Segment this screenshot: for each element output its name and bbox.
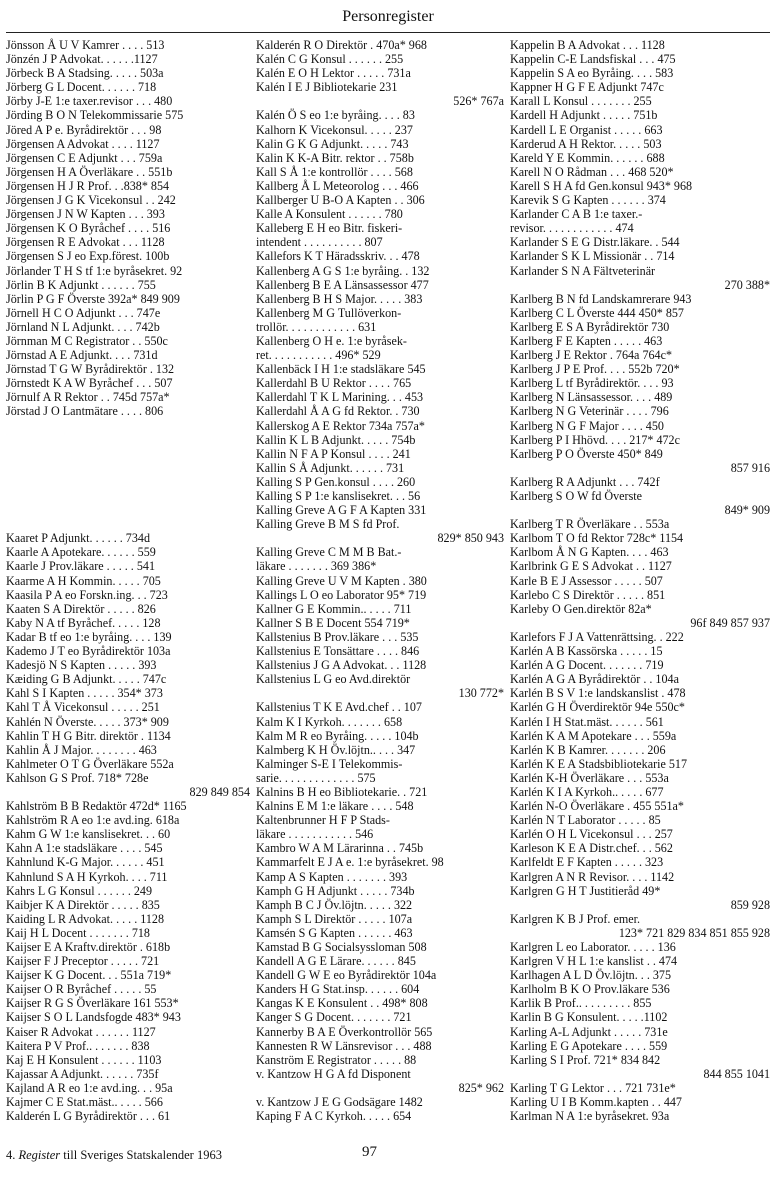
- register-entry: Kalmberg K H Öv.löjtn.. . . . 347: [256, 742, 416, 757]
- register-entry: Kallenberg O H e. 1:e byråsek-: [256, 333, 407, 348]
- register-entry: Karlén K-H Överläkare . . . 553a: [510, 770, 669, 785]
- register-entry: Kalén I E J Bibliotekarie 231: [256, 80, 398, 95]
- register-entry: Kalminger S-E I Telekommis-: [256, 756, 403, 771]
- column-gap: [6, 475, 250, 489]
- register-entry: Kalnins E M 1:e läkare . . . . 548: [256, 799, 414, 814]
- register-entry: Kalnins B H eo Bibliotekarie. . 721: [256, 784, 428, 799]
- register-entry: Kanger S G Docent. . . . . . . 721: [256, 1010, 412, 1025]
- register-entry: Karling E G Apotekare . . . . 559: [510, 1038, 668, 1053]
- register-entry: Kaiser R Advokat . . . . . . 1127: [6, 1024, 156, 1039]
- register-entry: Karlik B Prof.. . . . . . . . . 855: [510, 996, 652, 1011]
- register-entry: Kambro W A M Lärarinna . . 745b: [256, 841, 424, 856]
- register-entry: Karlander C A B 1:e taxer.-: [510, 207, 643, 222]
- register-entry: Kanders H G Stat.insp. . . . . . 604: [256, 982, 420, 997]
- page-title: Personregister: [342, 8, 434, 25]
- register-entry: Karlefors F J A Vattenrättsing. . 222: [510, 629, 684, 644]
- register-entry: Kahnlund K-G Major. . . . . . 451: [6, 855, 165, 870]
- register-entry: Kalhorn K Vicekonsul. . . . . 237: [256, 122, 413, 137]
- register-entry: Kallenberg A G S 1:e byråing. . 132: [256, 263, 430, 278]
- register-entry: Kalm M R eo Byråing. . . . . 104b: [256, 728, 419, 743]
- register-entry: Kadar B tf eo 1:e byråing. . . . 139: [6, 629, 172, 644]
- register-entry: Kahlmeter O T G Överläkare 552a: [6, 756, 174, 771]
- register-entry: Kaping F A C Kyrkoh. . . . . 654: [256, 1109, 412, 1124]
- footer-italic-word: Register: [18, 1148, 61, 1162]
- register-entry: Karlén I H Stat.mäst. . . . . . 561: [510, 714, 664, 729]
- register-entry: Karlberg P I Hhövd. . . . 217* 472c: [510, 432, 680, 447]
- register-entry: Karlén K B Kamrer. . . . . . . 206: [510, 742, 666, 757]
- register-entry: Jörlin P G F Överste 392a* 849 909: [6, 291, 180, 306]
- register-entry: Karlberg E S A Byrådirektör 730: [510, 319, 670, 334]
- register-entry: Jörgensen R E Advokat . . . 1128: [6, 235, 165, 250]
- register-entry-continuation: 130 772*: [458, 686, 504, 701]
- register-entry: Kajmer C E Stat.mäst.. . . . . 566: [6, 1095, 163, 1110]
- register-entry-continuation: 96f 849 857 937: [690, 615, 770, 630]
- register-entry: Karlén K E A Stadsbibliotekarie 517: [510, 756, 688, 771]
- register-entry: Kalén E O H Lektor . . . . . 731a: [256, 66, 411, 81]
- register-column-3: [510, 38, 770, 1123]
- register-entry: Karlén A G A Byrådirektör . . 104a: [510, 672, 679, 687]
- register-entry: Kaarle A Apotekare. . . . . . 559: [6, 545, 156, 560]
- register-entry: Kalling Greve B M S fd Prof.: [256, 517, 400, 532]
- register-entry: Kallenberg M G Tullöverkon-: [256, 305, 402, 320]
- register-entry-continuation: 829* 850 943: [437, 531, 504, 546]
- register-entry: Karlbrink G E S Advokat . . 1127: [510, 559, 672, 574]
- register-entry: Kahlin T H G Bitr. direktör . 1134: [6, 728, 171, 743]
- page-number: 97: [362, 1144, 377, 1160]
- register-entry: Karlberg N G Veterinär . . . . 796: [510, 404, 669, 419]
- register-entry: Karling U I B Komm.kapten . . 447: [510, 1095, 682, 1110]
- register-entry: Karlberg C L Överste 444 450* 857: [510, 305, 684, 320]
- register-entry: Kallin S Å Adjunkt. . . . . . 731: [256, 460, 405, 475]
- register-entry: Kallenberg B E A Länsassessor 477: [256, 277, 429, 292]
- register-entry: Kamp A S Kapten . . . . . . . 393: [256, 869, 408, 884]
- register-entry: Karlberg N G F Major . . . . 450: [510, 418, 664, 433]
- register-entry: Kahrs L G Konsul . . . . . . 249: [6, 883, 153, 898]
- register-entry: läkare . . . . . . . 369 386*: [256, 559, 377, 574]
- register-entry-continuation: 526* 767a: [453, 94, 504, 109]
- register-entry: Kardell H Adjunkt . . . . . 751b: [510, 108, 658, 123]
- register-entry: Kallenberg B H S Major. . . . . 383: [256, 291, 423, 306]
- register-entry: ret. . . . . . . . . . . 496* 529: [256, 348, 381, 363]
- register-entry: Kallstenius B Prov.läkare . . . 535: [256, 629, 419, 644]
- register-entry: Karlin B G Konsulent. . . . .1102: [510, 1010, 668, 1025]
- register-entry: intendent . . . . . . . . . . 807: [256, 235, 383, 250]
- register-entry: Kappelin B A Advokat . . . 1128: [510, 38, 665, 52]
- register-entry: Kalleberg E H eo Bitr. fiskeri-: [256, 221, 403, 236]
- register-entry-continuation: 859 928: [730, 897, 770, 912]
- register-entry: Kaasila P A eo Forskn.ing. . . 723: [6, 587, 168, 602]
- footer-suffix: till Sveriges Statskalender 1963: [63, 1148, 222, 1162]
- register-entry: Karlfeldt E F Kapten . . . . . 323: [510, 855, 664, 870]
- register-entry: Karlberg T R Överläkare . . 553a: [510, 517, 670, 532]
- register-entry: Karlberg N Länsassessor. . . . 489: [510, 390, 673, 405]
- register-entry: Kalling Greve U V M Kapten . 380: [256, 573, 427, 588]
- register-entry: Kandell G W E eo Byrådirektör 104a: [256, 968, 437, 983]
- register-entry: Kahl S I Kapten . . . . . 354* 373: [6, 686, 163, 701]
- register-entry: Karlander S N A Fältveterinär: [510, 263, 656, 278]
- register-entry: Kallstenius L G eo Avd.direktör: [256, 672, 411, 687]
- register-entry: läkare . . . . . . . . . . . 546: [256, 827, 374, 842]
- register-entry: Kaijser K G Docent. . . 551a 719*: [6, 968, 172, 983]
- register-entry: Kalling Greve C M M B Bat.-: [256, 545, 402, 560]
- column-gap: [6, 461, 250, 475]
- register-entry: Kahl T Å Vicekonsul . . . . . 251: [6, 700, 160, 715]
- register-entry-continuation: 844 855 1041: [703, 1066, 770, 1081]
- register-entry: Karlén K I A Kyrkoh.. . . . . 677: [510, 784, 664, 799]
- register-entry: Kalin G K G Adjunkt. . . . . 743: [256, 136, 409, 151]
- register-entry: sarie. . . . . . . . . . . . . 575: [256, 770, 376, 785]
- register-entry: Jörgensen J N W Kapten . . . 393: [6, 207, 165, 222]
- register-entry: Karlander S K L Missionär . . 714: [510, 249, 675, 264]
- column-gap: [6, 489, 250, 503]
- register-entry: Kahlström B B Redaktör 472d* 1165: [6, 799, 187, 814]
- register-entry: Karlberg S O W fd Överste: [510, 489, 642, 503]
- register-entry: Kajland A R eo 1:e avd.ing. . . 95a: [6, 1080, 173, 1095]
- register-entry: Jörnulf A R Rektor . . 745d 757a*: [6, 390, 170, 405]
- register-entry: Kaarle J Prov.läkare . . . . . 541: [6, 559, 155, 574]
- register-entry: Kallin N F A P Konsul . . . . 241: [256, 446, 411, 461]
- register-entry: Kallefors K T Häradsskriv. . . 478: [256, 249, 420, 264]
- register-entry: Kallin K L B Adjunkt. . . . . 754b: [256, 432, 416, 447]
- register-entry: Kaj E H Konsulent . . . . . . 1103: [6, 1052, 162, 1067]
- register-entry-continuation: 825* 962: [458, 1080, 504, 1095]
- register-entry: Karlebo C S Direktör . . . . . 851: [510, 587, 666, 602]
- register-entry: Karlgren L eo Laborator. . . . . 136: [510, 940, 676, 954]
- register-entry: Karlholm B K O Prov.läkare 536: [510, 982, 670, 997]
- register-entry-continuation: 849* 909: [724, 503, 770, 518]
- register-entry: Karling T G Lektor . . . 721 731e*: [510, 1080, 676, 1095]
- page-footer: [6, 1144, 770, 1164]
- register-entry: Jörnstad A E Adjunkt. . . . 731d: [6, 348, 158, 363]
- register-entry: Jörnstad T G W Byrådirektör . 132: [6, 362, 175, 377]
- register-entry: Karlberg P O Överste 450* 849: [510, 446, 663, 461]
- register-entry: Kappner H G F E Adjunkt 747c: [510, 80, 664, 95]
- register-entry: Kaijser S O L Landsfogde 483* 943: [6, 1010, 181, 1025]
- register-entry: Kamph B C J Öv.löjtn. . . . . 322: [256, 897, 413, 912]
- register-entry: Kaaten S A Direktör . . . . . 826: [6, 601, 156, 616]
- register-entry: Jörlin B K Adjunkt . . . . . . 755: [6, 277, 156, 292]
- column-gap: [6, 503, 250, 517]
- register-entry: Jönsson Å U V Kamrer . . . . 513: [6, 38, 165, 52]
- footer-caption: [6, 1148, 222, 1163]
- register-entry: Kalling S P Gen.konsul . . . . 260: [256, 474, 416, 489]
- register-entry: Jörding B O N Telekommissarie 575: [6, 108, 184, 123]
- register-entry: revisor. . . . . . . . . . . . 474: [510, 221, 634, 236]
- register-entry: Kalle A Konsulent . . . . . . 780: [256, 207, 403, 222]
- register-entry-continuation: 829 849 854: [189, 784, 250, 799]
- footer-prefix: 4.: [6, 1148, 16, 1162]
- register-entry: Kallings L O eo Laborator 95* 719: [256, 587, 427, 602]
- register-entry: Jörgensen H J R Prof. . .838* 854: [6, 178, 170, 193]
- register-entry: Kallberger U B-O A Kapten . . 306: [256, 193, 425, 208]
- register-entry: Kahlson G S Prof. 718* 728e: [6, 770, 149, 785]
- register-entry: Karlén A B Kassörska . . . . . 15: [510, 644, 663, 659]
- register-entry: Jörgensen S J eo Exp.förest. 100b: [6, 249, 170, 264]
- register-column-1: [6, 38, 250, 1123]
- register-entry: Kahlin Å J Major. . . . . . . . 463: [6, 742, 157, 757]
- register-entry: Kangas K E Konsulent . . 498* 808: [256, 996, 428, 1011]
- register-entry: Karlbom T O fd Rektor 728c* 1154: [510, 531, 684, 546]
- register-entry: Jörby J-E 1:e taxer.revisor . . . 480: [6, 94, 173, 109]
- register-entry: Kappelin C-E Landsfiskal . . . 475: [510, 52, 676, 67]
- register-entry: Kaby N A tf Byråchef. . . . . 128: [6, 615, 161, 630]
- register-entry: Kaijser O R Byråchef . . . . . 55: [6, 982, 157, 997]
- register-entry: Kalling S P 1:e kanslisekret. . . 56: [256, 489, 421, 503]
- register-entry: Karell S H A fd Gen.konsul 943* 968: [510, 178, 693, 193]
- register-entry: Kaij H L Docent . . . . . . . 718: [6, 925, 150, 940]
- register-entry: Kandell A G E Lärare. . . . . . 845: [256, 954, 416, 969]
- header-rule: [6, 32, 770, 33]
- register-entry: Jönzén J P Advokat. . . . . .1127: [6, 52, 158, 67]
- register-entry: Kæiding G B Adjunkt. . . . . 747c: [6, 672, 167, 687]
- register-entry: Kappelin S A eo Byråing. . . . 583: [510, 66, 674, 81]
- register-entry: Kalin K K-A Bitr. rektor . . 758b: [256, 150, 414, 165]
- register-entry: Karlberg F E Kapten . . . . . 463: [510, 333, 663, 348]
- register-entry: Karlgren G H T Justitieråd 49*: [510, 883, 661, 898]
- register-entry: Kaarme A H Kommin. . . . . 705: [6, 573, 161, 588]
- register-entry: Karleson K E A Distr.chef. . . 562: [510, 841, 673, 856]
- register-entry: Jörgensen K O Byråchef . . . . 516: [6, 221, 171, 236]
- register-entry: Kallberg Å L Meteorolog . . . 466: [256, 178, 419, 193]
- register-entry: Karlhagen A L D Öv.löjtn. . . 375: [510, 968, 672, 983]
- register-entry: Jörnland N L Adjunkt. . . . 742b: [6, 319, 160, 334]
- register-entry: Kallerskog A E Rektor 734a 757a*: [256, 418, 425, 433]
- register-entry-continuation: 123* 721 829 834 851 855 928: [618, 925, 770, 940]
- register-entry-continuation: 270 388*: [724, 277, 770, 292]
- register-entry: Kadesjö N S Kapten . . . . . 393: [6, 658, 157, 673]
- register-entry-continuation: 857 916: [730, 460, 770, 475]
- register-entry: Kahm G W 1:e kanslisekret. . . 60: [6, 827, 171, 842]
- register-entry: Karleby O Gen.direktör 82a*: [510, 601, 652, 616]
- register-entry: Karell N O Rådman . . . 468 520*: [510, 164, 674, 179]
- register-entry: Kanström E Registrator . . . . . 88: [256, 1052, 417, 1067]
- register-entry: Karlman N A 1:e byråsekret. 93a: [510, 1109, 670, 1124]
- column-gap: [6, 517, 250, 531]
- register-entry: Jörbeck B A Stadsing. . . . . 503a: [6, 66, 164, 81]
- register-entry: Kardell L E Organist . . . . . 663: [510, 122, 663, 137]
- register-entry: Kaltenbrunner H F P Stads-: [256, 813, 390, 828]
- column-gap: [6, 419, 250, 433]
- register-entry: Kallstenius T K E Avd.chef . . 107: [256, 700, 422, 715]
- register-entry: Kamstad B G Socialsyssloman 508: [256, 940, 427, 954]
- register-entry: Kaijser F J Preceptor . . . . . 721: [6, 954, 160, 969]
- register-entry: Karlén B S V 1:e landskanslist . 478: [510, 686, 686, 701]
- register-entry: Kaaret P Adjunkt. . . . . . 734d: [6, 531, 150, 546]
- register-entry: Karle B E J Assessor . . . . . 507: [510, 573, 663, 588]
- register-entry: Karlberg J P E Prof. . . . 552b 720*: [510, 362, 680, 377]
- register-entry: Karlberg B N fd Landskamrerare 943: [510, 291, 692, 306]
- register-entry: Kareld Y E Kommin. . . . . . 688: [510, 150, 665, 165]
- register-entry: Karlén A G Docent. . . . . . . 719: [510, 658, 664, 673]
- register-entry: Kaitera P V Prof.. . . . . . . 838: [6, 1038, 150, 1053]
- register-entry: Kallner G E Kommin.. . . . . 711: [256, 601, 412, 616]
- register-entry: Kannerby B A E Överkontrollör 565: [256, 1024, 433, 1039]
- column-gap: [6, 433, 250, 447]
- register-entry: Jörberg G L Docent. . . . . . 718: [6, 80, 157, 95]
- register-entry: Kalderén R O Direktör . 470a* 968: [256, 38, 427, 52]
- register-entry: Karlander S E G Distr.läkare. . 544: [510, 235, 680, 250]
- register-entry: Karlén N T Laborator . . . . . 85: [510, 813, 661, 828]
- register-entry: Kajassar A Adjunkt. . . . . . 735f: [6, 1066, 159, 1081]
- register-entry: Jörgensen J G K Vicekonsul . . 242: [6, 193, 176, 208]
- register-entry: Jörlander T H S tf 1:e byråsekret. 92: [6, 263, 183, 278]
- register-entry: Karlberg L tf Byrådirektör. . . . 93: [510, 376, 674, 391]
- register-entry: Kannesten R W Länsrevisor . . . 488: [256, 1038, 432, 1053]
- register-entry: Karling A-L Adjunkt . . . . . 731e: [510, 1024, 668, 1039]
- register-entry: Kahnlund S A H Kyrkoh. . . . 711: [6, 869, 168, 884]
- register-entry: Karlén G H Överdirektör 94e 550c*: [510, 700, 685, 715]
- register-entry: Kamph S L Direktör . . . . . 107a: [256, 911, 413, 926]
- register-entry: Karling S I Prof. 721* 834 842: [510, 1052, 661, 1067]
- register-entry: Karlgren A N R Revisor. . . . 1142: [510, 869, 675, 884]
- register-entry: Kallstenius E Tonsättare . . . . 846: [256, 644, 420, 659]
- register-entry: Karlén K A M Apotekare . . . 559a: [510, 728, 677, 743]
- register-entry: v. Kantzow J E G Godsägare 1482: [256, 1095, 423, 1110]
- register-entry: Jörnstedt K A W Byråchef . . . 507: [6, 376, 173, 391]
- register-entry: Kallerdahl B U Rektor . . . . 765: [256, 376, 412, 391]
- register-entry: Kalm K I Kyrkoh. . . . . . . 658: [256, 714, 403, 729]
- register-entry: Karlberg J E Rektor . 764a 764c*: [510, 348, 672, 363]
- register-entry: Kalling Greve A G F A Kapten 331: [256, 503, 427, 518]
- register-entry: Kademo J T eo Byrådirektör 103a: [6, 644, 171, 659]
- register-entry: Karlbom Å N G Kapten. . . . 463: [510, 545, 669, 560]
- column-gap: [6, 447, 250, 461]
- register-entry: Kalén C G Konsul . . . . . . 255: [256, 52, 404, 67]
- register-entry: Karevik S G Kapten . . . . . . 374: [510, 193, 666, 208]
- register-entry: Kallerdahl Å A G fd Rektor. . 730: [256, 404, 420, 419]
- register-entry: Kaijser R G S Överläkare 161 553*: [6, 996, 179, 1011]
- register-entry: Jörnell H C O Adjunkt . . . 747e: [6, 305, 161, 320]
- register-entry: Kallerdahl T K L Marining. . . 453: [256, 390, 424, 405]
- register-entry: Karderud A H Rektor. . . . . 503: [510, 136, 662, 151]
- register-entry: Kamsén S G Kapten . . . . . . 463: [256, 925, 413, 940]
- register-entry: Kall S Å 1:e kontrollör . . . . 568: [256, 164, 413, 179]
- register-entry: Kahn A 1:e stadsläkare . . . . 545: [6, 841, 163, 856]
- register-entry: Jörgensen C E Adjunkt . . . 759a: [6, 150, 163, 165]
- register-entry: Kalén Ö S eo 1:e byråing. . . . 83: [256, 108, 415, 123]
- register-entry: Jörgensen A Advokat . . . . 1127: [6, 136, 160, 151]
- register-entry: Karlén N-O Överläkare . 455 551a*: [510, 799, 684, 814]
- register-entry: Kammarfelt E J A e. 1:e byråsekret. 98: [256, 855, 444, 870]
- register-entry: Kamph G H Adjunkt . . . . . 734b: [256, 883, 415, 898]
- register-entry: Karall L Konsul . . . . . . . 255: [510, 94, 652, 109]
- register-entry: Kalderén L G Byrådirektör . . . 61: [6, 1109, 171, 1124]
- register-entry: Kallner S B E Docent 554 719*: [256, 615, 410, 630]
- register-entry: Kallstenius J G A Advokat. . . 1128: [256, 658, 427, 673]
- register-entry: Kaijser E A Kraftv.direktör . 618b: [6, 940, 171, 954]
- register-entry: Kahlén N Överste. . . . . 373* 909: [6, 714, 169, 729]
- register-entry: Kaibjer K A Direktör . . . . . 835: [6, 897, 160, 912]
- register-column-2: [256, 38, 504, 1123]
- register-entry: Kaiding L R Advokat. . . . . 1128: [6, 911, 164, 926]
- register-entry: Karlén O H L Vicekonsul . . . 257: [510, 827, 673, 842]
- register-entry: Karlgren V H L 1:e kanslist . . 474: [510, 954, 678, 969]
- register-entry: Jörgensen H A Överläkare . . 551b: [6, 164, 173, 179]
- register-entry: Jörstad J O Lantmätare . . . . 806: [6, 404, 164, 419]
- register-entry: Jörnman M C Registrator . . 550c: [6, 333, 168, 348]
- register-entry: Karlberg R A Adjunkt . . . 742f: [510, 474, 660, 489]
- register-entry: Jöred A P e. Byrådirektör . . . 98: [6, 122, 162, 137]
- register-entry: trollör. . . . . . . . . . . . 631: [256, 319, 377, 334]
- register-entry: Kahlström R A eo 1:e avd.ing. 618a: [6, 813, 180, 828]
- register-entry: v. Kantzow H G A fd Disponent: [256, 1066, 411, 1081]
- register-entry: Kallenbäck I H 1:e stadsläkare 545: [256, 362, 426, 377]
- register-entry: Karlgren K B J Prof. emer.: [510, 911, 640, 926]
